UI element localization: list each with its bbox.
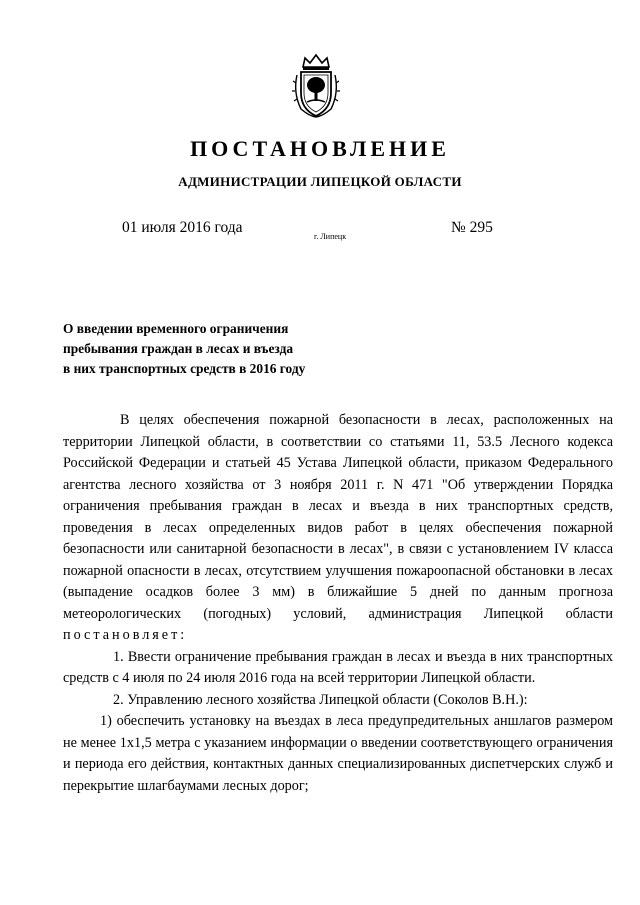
clause-2-subitem-1: 1) обеспечить установку на въездах в леса предупредительных аншлагов размером не менее 1x1,5 метра с указанием информации о введении соответствующего ограничения и периода его действия, контактных данных специализированных диспетчерских служб и перекрытие шлагбаумами лесных дорог; <box>63 713 613 794</box>
clause-1: 1. Ввести ограничение пребывания граждан в лесах и въезда в них транспортных средств с 4 июля по 24 июля 2016 года на всей территории Липецкой области. <box>63 648 613 686</box>
subject-line: О введении временного ограничения <box>63 321 289 336</box>
document-type-title: ПОСТАНОВЛЕНИЕ <box>190 136 450 161</box>
issuing-authority: АДМИНИСТРАЦИИ ЛИПЕЦКОЙ ОБЛАСТИ <box>178 174 462 189</box>
document-city: г. Липецк <box>314 232 347 241</box>
clause-2: 2. Управлению лесного хозяйства Липецкой области (Соколов В.Н.): <box>113 691 528 708</box>
document-subject <box>63 319 383 379</box>
subject-line: пребывания граждан в лесах и въезда <box>63 341 294 356</box>
document-body <box>63 410 613 797</box>
document-date: 01 июля 2016 года <box>122 219 243 236</box>
coat-of-arms-icon <box>291 53 341 119</box>
decree-word: постановляет: <box>63 627 188 643</box>
preamble-paragraph <box>63 410 613 647</box>
document-number: № 295 <box>451 219 493 236</box>
preamble-text: В целях обеспечения пожарной безопасности в лесах, расположенных на территории Липецкой области, в соответствии со статьями 11, 53.5 Лесного кодекса Российской Федерации и статьей 45 Устава Липецкой области, приказом Федерального агентства лесного хозяйства от 3 ноября 2011 г. N 471 "Об утверждении Порядка ограничения пребывания граждан в лесах и въезда в них транспортных средств, проведения в лесах определенных видов работ в целях обеспечения пожарной безопасности или санитарной безопасности в лесах", в связи с установлением IV класса пожарной опасности в лесах, отсутствием улучшения пожароопасной обстановки в лесах (выпадение осадков более 3 мм) в ближайшие 5 дней по данным прогноза метеорологических (погодных) условий, администрация Липецкой области <box>63 412 613 622</box>
subject-line: в них транспортных средств в 2016 году <box>63 361 306 376</box>
